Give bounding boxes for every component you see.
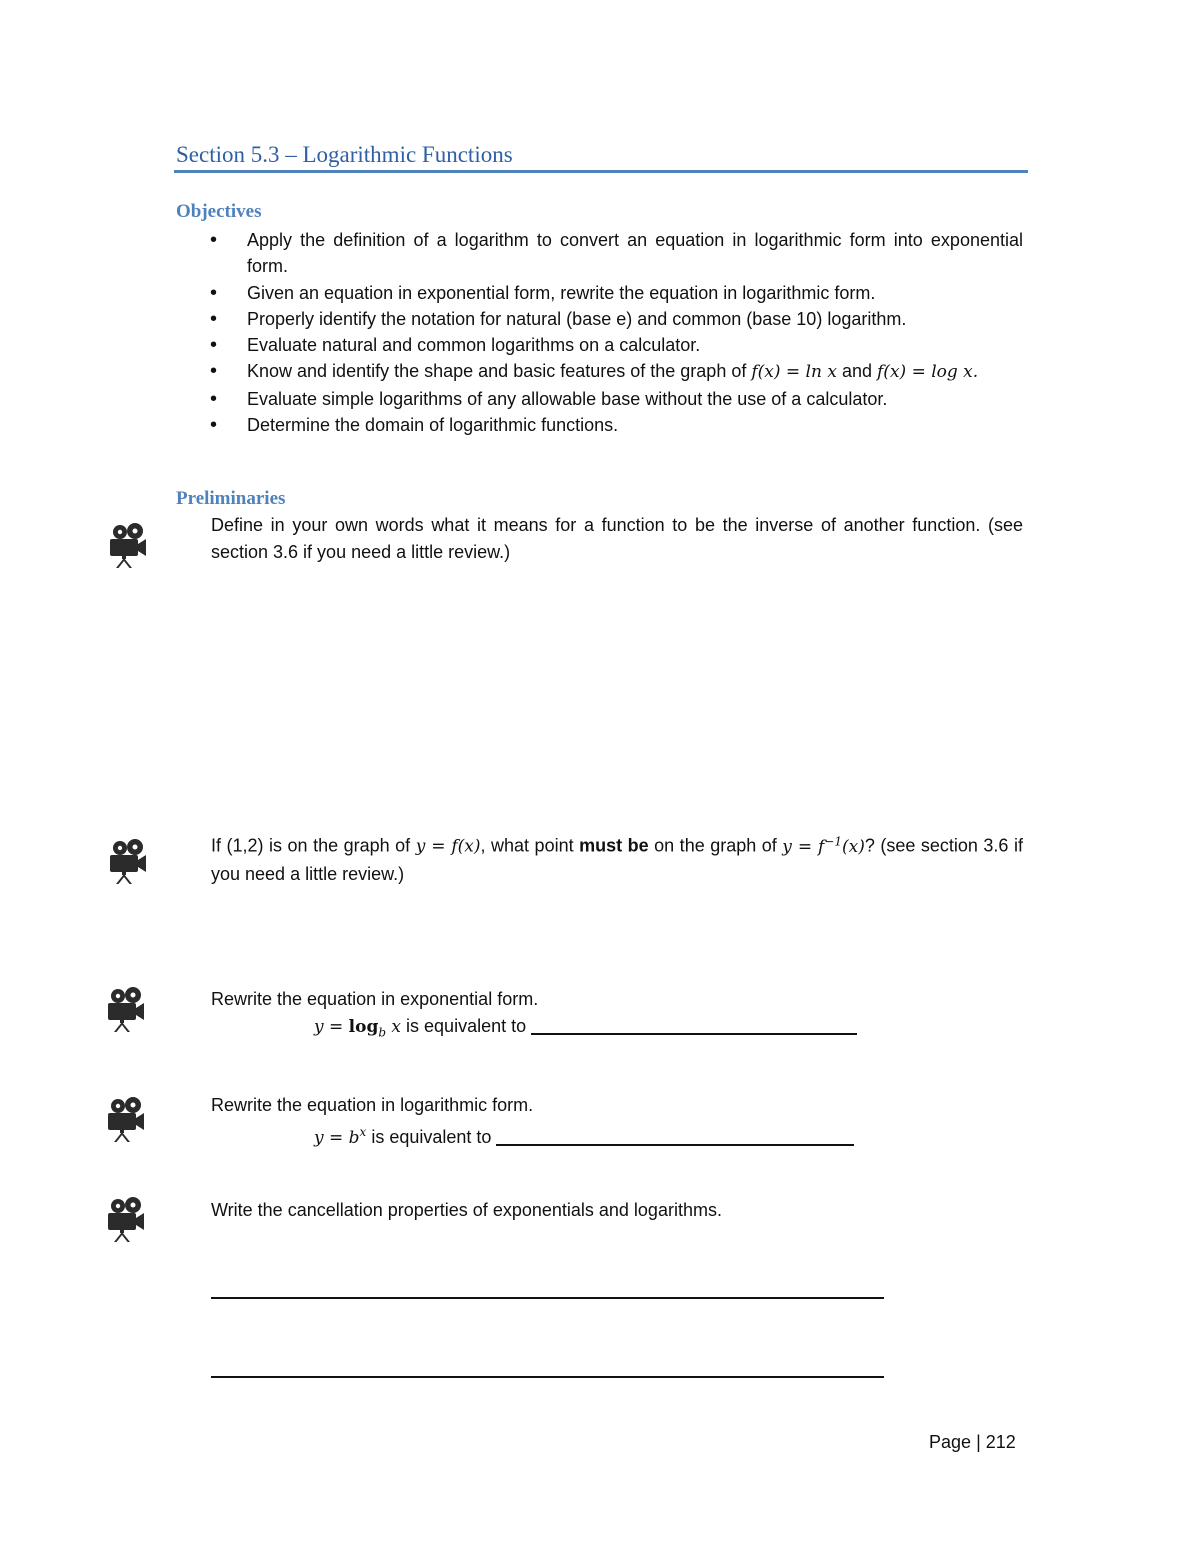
q5-instruction: Write the cancellation properties of exponentials and logarithms. — [211, 1200, 722, 1220]
objectives-heading: Objectives — [176, 201, 262, 222]
page-footer — [929, 1432, 1016, 1453]
film-camera-icon[interactable] — [106, 838, 148, 884]
question-inverse-definition: Define in your own words what it means for a function to be the inverse of another function. (see section 3.6 if you need a little review.) — [211, 515, 1023, 562]
objective-text: Know and identify the shape and basic features of the graph of — [247, 361, 747, 382]
objective-item: • Given an equation in exponential form, rewrite the equation in logarithmic form. — [210, 280, 1023, 306]
q3-equation — [314, 1013, 857, 1047]
section-title: Section 5.3 – Logarithmic Functions — [176, 142, 513, 167]
film-camera-icon[interactable] — [106, 522, 148, 568]
q4-equation — [314, 1119, 854, 1152]
answer-line[interactable] — [211, 1376, 884, 1378]
q2-bold-text: must be — [579, 835, 649, 856]
math-part: x — [386, 1017, 402, 1037]
answer-blank[interactable] — [496, 1144, 854, 1146]
q4-instruction: Rewrite the equation in logarithmic form. — [211, 1095, 534, 1115]
math-log-word: log — [348, 1017, 379, 1037]
objective-item: • Determine the domain of logarithmic functions. — [210, 412, 1023, 438]
math-superscript: −1 — [824, 834, 842, 848]
objective-item: • Apply the definition of a logarithm to convert an equation in logarithmic form into exponential form. — [210, 227, 1023, 280]
footer-separator: | — [976, 1432, 981, 1452]
objective-item: • Properly identify the notation for natural (base e) and common (base 10) logarithm. — [210, 306, 1023, 332]
math-y-fx: y = f(x) — [415, 836, 481, 857]
objective-item — [210, 358, 1023, 385]
page-label: Page — [929, 1432, 972, 1452]
q3-suffix: is equivalent to — [401, 1016, 532, 1036]
math-part: y = b — [314, 1128, 360, 1148]
preliminaries-heading: Preliminaries — [176, 488, 286, 509]
math-subscript: b — [378, 1025, 387, 1040]
math-part: y = — [314, 1017, 349, 1037]
answer-blank[interactable] — [531, 1033, 857, 1035]
q2-text: on the graph of — [654, 835, 777, 856]
math-ln: f(x) = ln x — [751, 362, 837, 383]
film-camera-icon[interactable] — [104, 986, 146, 1032]
objective-text: and — [841, 361, 872, 382]
q4-suffix: is equivalent to — [366, 1127, 497, 1147]
q2-text: ? (see section 3.6 if you need a little review.) — [211, 835, 1023, 884]
objective-item: • Evaluate natural and common logarithms on a calculator. — [210, 332, 1023, 358]
q2-text: If (1,2) is on the graph of — [211, 835, 411, 856]
q3-instruction: Rewrite the equation in exponential form. — [211, 989, 539, 1009]
objective-item: • Evaluate simple logarithms of any allowable base without the use of a calculator. — [210, 386, 1023, 412]
film-camera-icon[interactable] — [104, 1196, 146, 1242]
page-number: 212 — [985, 1432, 1016, 1452]
math-part: y = f — [782, 836, 825, 857]
film-camera-icon[interactable] — [104, 1096, 146, 1142]
objectives-list — [210, 227, 1023, 438]
answer-line[interactable] — [211, 1297, 884, 1299]
math-part: (x) — [841, 836, 865, 857]
math-superscript: x — [359, 1125, 367, 1139]
math-y-finv — [782, 834, 865, 857]
question-inverse-point — [211, 828, 1023, 888]
title-rule — [174, 170, 1028, 173]
q2-text: , what point — [480, 835, 574, 856]
math-log: f(x) = log x. — [877, 362, 979, 383]
